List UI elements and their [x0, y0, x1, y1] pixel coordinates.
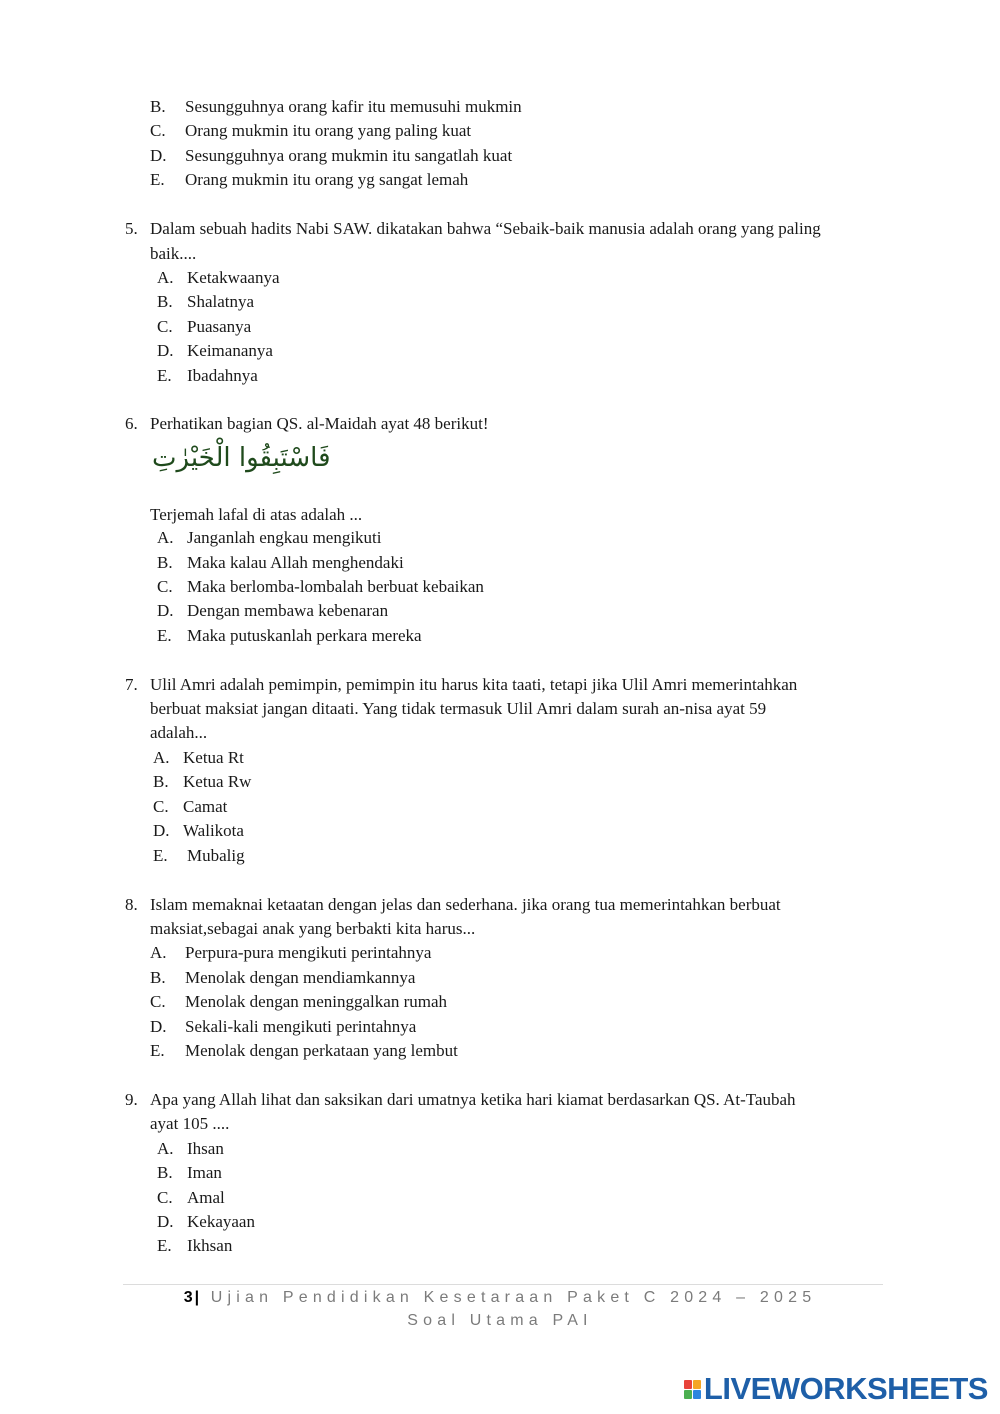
option-text: Sekali-kali mengikuti perintahnya — [185, 1017, 417, 1036]
option-text: Kekayaan — [187, 1212, 255, 1231]
footer-subtitle: Soal Utama PAI — [407, 1312, 593, 1329]
option-letter: C. — [157, 317, 173, 336]
footer-title: Ujian Pendidikan Kesetaraan Paket C 2024 – 2025 — [210, 1289, 817, 1306]
question-text-line: berbuat maksiat jangan ditaati. Yang tidak termasuk Ulil Amri dalam surah an-nisa ayat 59 — [150, 699, 767, 718]
option-text: Ikhsan — [187, 1236, 233, 1255]
option-letter: B. — [157, 292, 173, 311]
option-letter: E. — [157, 366, 172, 385]
option-letter: C. — [153, 797, 169, 816]
option-letter: B. — [157, 1163, 173, 1182]
option-text: Maka kalau Allah menghendaki — [187, 553, 404, 572]
option-letter: A. — [157, 268, 174, 287]
option-text: Menolak dengan meninggalkan rumah — [185, 992, 448, 1011]
option-letter: D. — [157, 1212, 174, 1231]
question-text-line: baik.... — [150, 244, 197, 263]
option-text: Iman — [187, 1163, 222, 1182]
option-text: Amal — [187, 1188, 225, 1207]
question-text-line: ayat 105 .... — [150, 1114, 230, 1133]
question-text-line: adalah... — [150, 723, 208, 742]
option-letter: E. — [150, 1041, 165, 1060]
question-number: 9. — [125, 1090, 138, 1109]
option-letter: A. — [157, 1139, 174, 1158]
option-letter: E. — [150, 170, 165, 189]
question-number: 8. — [125, 895, 138, 914]
option-letter: A. — [153, 748, 170, 767]
arabic-verse: فَاسْتَبِقُوا الْخَيْرٰتِ — [152, 443, 331, 473]
footer-divider — [123, 1284, 883, 1285]
option-text: Orang mukmin itu orang yang paling kuat — [185, 121, 472, 140]
option-text: Perpura-pura mengikuti perintahnya — [185, 943, 432, 962]
option-text: Ketua Rt — [183, 748, 244, 767]
option-letter: E. — [153, 846, 168, 865]
option-text: Ihsan — [187, 1139, 224, 1158]
question-text-line: Dalam sebuah hadits Nabi SAW. dikatakan bahwa “Sebaik-baik manusia adalah orang yang paling — [150, 219, 821, 238]
option-letter: E. — [157, 1236, 172, 1255]
option-letter: E. — [157, 626, 172, 645]
option-text: Janganlah engkau mengikuti — [187, 528, 382, 547]
option-text: Keimananya — [187, 341, 273, 360]
question-number: 6. — [125, 414, 138, 433]
question-text-line: Perhatikan bagian QS. al-Maidah ayat 48 berikut! — [150, 414, 489, 433]
option-letter: D. — [153, 821, 170, 840]
option-text: Maka putuskanlah perkara mereka — [187, 626, 422, 645]
option-text: Ketakwaanya — [187, 268, 280, 287]
question-prompt: Terjemah lafal di atas adalah ... — [150, 505, 363, 524]
option-text: Maka berlomba-lombalah berbuat kebaikan — [187, 577, 484, 596]
option-letter: C. — [157, 577, 173, 596]
option-letter: D. — [150, 146, 167, 165]
liveworksheets-logo-text: LIVEWORKSHEETS — [703, 1371, 988, 1406]
footer-separator: | — [194, 1289, 202, 1306]
option-text: Ibadahnya — [187, 366, 258, 385]
option-letter: B. — [153, 772, 169, 791]
option-text: Puasanya — [187, 317, 252, 336]
option-letter: C. — [150, 121, 166, 140]
option-letter: A. — [150, 943, 167, 962]
option-text: Shalatnya — [187, 292, 255, 311]
option-letter: B. — [150, 97, 166, 116]
option-text: Sesungguhnya orang kafir itu memusuhi mukmin — [185, 97, 522, 116]
page-number: 3 — [183, 1289, 195, 1306]
page-footer — [0, 1289, 1000, 1307]
question-text-line: Islam memaknai ketaatan dengan jelas dan sederhana. jika orang tua memerintahkan berbuat — [150, 895, 781, 914]
option-letter: C. — [157, 1188, 173, 1207]
option-text: Menolak dengan perkataan yang lembut — [185, 1041, 458, 1060]
question-number: 5. — [125, 219, 138, 238]
option-text: Mubalig — [187, 846, 245, 865]
liveworksheets-logo-icon — [684, 1380, 701, 1399]
option-text: Ketua Rw — [183, 772, 252, 791]
question-text-line: Apa yang Allah lihat dan saksikan dari umatnya ketika hari kiamat berdasarkan QS. At-Taubah — [150, 1090, 796, 1109]
question-text-line: Ulil Amri adalah pemimpin, pemimpin itu harus kita taati, tetapi jika Ulil Amri memerintahkan — [150, 675, 798, 694]
option-text: Menolak dengan mendiamkannya — [185, 968, 416, 987]
option-text: Camat — [183, 797, 228, 816]
liveworksheets-logo[interactable] — [684, 1371, 988, 1406]
option-text: Walikota — [183, 821, 244, 840]
option-letter: B. — [150, 968, 166, 987]
option-text: Sesungguhnya orang mukmin itu sangatlah kuat — [185, 146, 513, 165]
option-letter: D. — [157, 601, 174, 620]
option-text: Orang mukmin itu orang yg sangat lemah — [185, 170, 469, 189]
option-letter: D. — [150, 1017, 167, 1036]
question-number: 7. — [125, 675, 138, 694]
option-letter: D. — [157, 341, 174, 360]
option-text: Dengan membawa kebenaran — [187, 601, 389, 620]
option-letter: C. — [150, 992, 166, 1011]
question-text-line: maksiat,sebagai anak yang berbakti kita harus... — [150, 919, 476, 938]
option-letter: B. — [157, 553, 173, 572]
option-letter: A. — [157, 528, 174, 547]
